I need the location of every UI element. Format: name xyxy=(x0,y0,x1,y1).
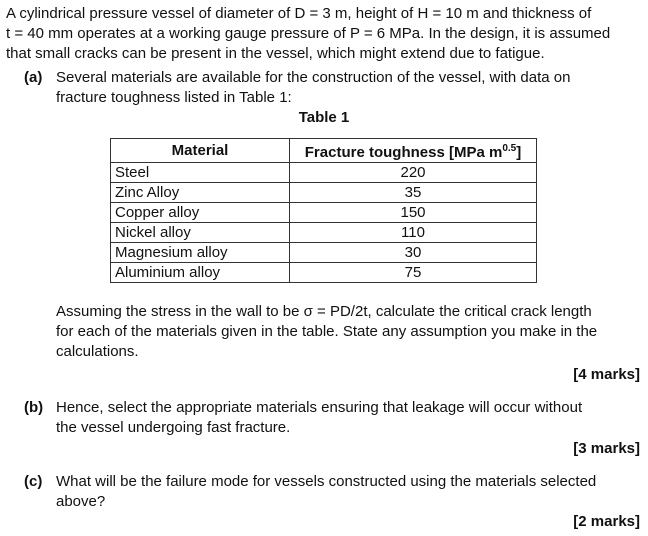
material-cell: Aluminium alloy xyxy=(111,263,290,283)
table-row xyxy=(111,183,537,203)
toughness-cell: 110 xyxy=(290,223,537,243)
table-row xyxy=(111,223,537,243)
part-b-text-line-2: the vessel undergoing fast fracture. xyxy=(56,419,291,436)
part-b xyxy=(24,398,642,438)
fracture-toughness-table xyxy=(110,138,537,283)
table-row xyxy=(111,163,537,183)
intro-line-1: A cylindrical pressure vessel of diameter of D = 3 m, height of H = 10 m and thickness of xyxy=(6,5,592,22)
toughness-cell: 220 xyxy=(290,163,537,183)
part-a-question-line-3: calculations. xyxy=(56,343,139,360)
part-a-marks: [4 marks] xyxy=(573,366,640,383)
header-fracture-toughness xyxy=(290,139,537,163)
toughness-cell: 35 xyxy=(290,183,537,203)
table-caption: Table 1 xyxy=(298,109,350,126)
part-a-question-line-2: for each of the materials given in the table. State any assumption you make in the xyxy=(56,323,598,340)
intro-paragraph xyxy=(6,4,642,64)
part-a-text-line-2: fracture toughness listed in Table 1: xyxy=(56,89,292,106)
part-a-question xyxy=(56,302,642,362)
intro-line-2: t = 40 mm operates at a working gauge pressure of P = 6 MPa. In the design, it is assumed xyxy=(6,25,611,42)
part-c-text-line-1: What will be the failure mode for vessels constructed using the materials selected xyxy=(56,473,597,490)
material-cell: Magnesium alloy xyxy=(111,243,290,263)
part-a-text-line-1: Several materials are available for the construction of the vessel, with data on xyxy=(56,69,571,86)
header-material: Material xyxy=(111,139,290,163)
part-a-question-line-1: Assuming the stress in the wall to be σ = PD/2t, calculate the critical crack length xyxy=(56,303,592,320)
part-c-label: (c) xyxy=(24,473,43,490)
header-close-bracket: ] xyxy=(516,144,522,161)
table-header-row xyxy=(111,139,537,163)
toughness-cell: 75 xyxy=(290,263,537,283)
material-cell: Zinc Alloy xyxy=(111,183,290,203)
table-row xyxy=(111,203,537,223)
part-a-intro xyxy=(24,68,642,108)
part-a-label: (a) xyxy=(24,69,43,86)
part-c xyxy=(24,472,642,512)
part-b-label: (b) xyxy=(24,399,44,416)
toughness-cell: 150 xyxy=(290,203,537,223)
part-b-text-line-1: Hence, select the appropriate materials ensuring that leakage will occur without xyxy=(56,399,583,416)
material-cell: Nickel alloy xyxy=(111,223,290,243)
part-c-text-line-2: above? xyxy=(56,493,106,510)
intro-line-3: that small cracks can be present in the vessel, which might extend due to fatigue. xyxy=(6,45,545,62)
material-cell: Copper alloy xyxy=(111,203,290,223)
part-c-marks: [2 marks] xyxy=(573,513,640,530)
table-row xyxy=(111,263,537,283)
header-toughness-text: Fracture toughness [MPa m xyxy=(304,144,503,161)
header-exponent: 0.5 xyxy=(502,143,517,154)
toughness-cell: 30 xyxy=(290,243,537,263)
part-b-marks: [3 marks] xyxy=(573,440,640,457)
table-row xyxy=(111,243,537,263)
material-cell: Steel xyxy=(111,163,290,183)
